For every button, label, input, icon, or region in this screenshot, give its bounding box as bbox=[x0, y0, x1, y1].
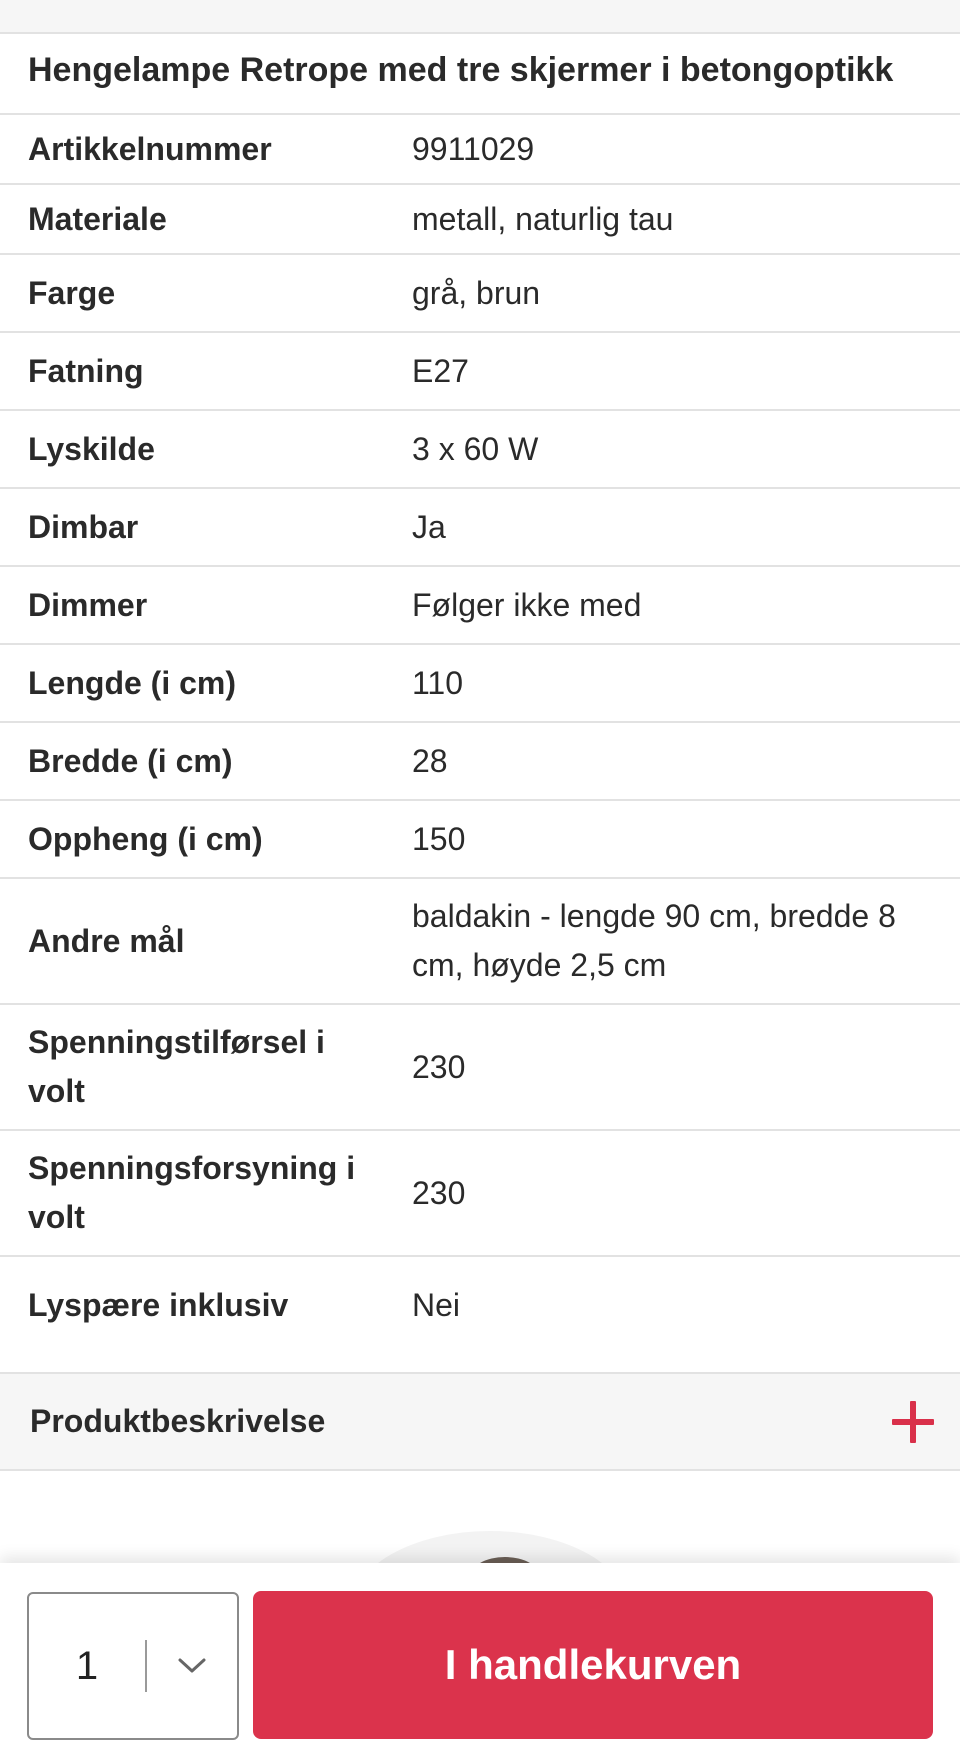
chevron-down-icon[interactable] bbox=[147, 1657, 237, 1675]
spec-label: Dimbar bbox=[28, 508, 139, 545]
spec-label: Lyskilde bbox=[28, 430, 155, 467]
spec-value: Følger ikke med bbox=[412, 586, 642, 623]
spec-value: Ja bbox=[412, 508, 446, 545]
spec-row bbox=[0, 1005, 960, 1131]
spec-value: 110 bbox=[412, 664, 464, 701]
spec-label: Farge bbox=[28, 274, 116, 311]
spec-value: 28 bbox=[412, 742, 448, 779]
spec-value: E27 bbox=[412, 352, 469, 389]
spec-value: 150 bbox=[412, 820, 466, 857]
plus-icon[interactable] bbox=[892, 1401, 934, 1443]
spec-label: Artikkelnummer bbox=[28, 130, 272, 167]
spec-row bbox=[0, 185, 960, 255]
spec-row bbox=[0, 255, 960, 333]
spec-label: Bredde (i cm) bbox=[28, 742, 233, 779]
cart-bar bbox=[0, 1563, 960, 1748]
spec-value: baldakin - lengde 90 cm, bredde 8 cm, høyde 2,5 cm bbox=[412, 898, 896, 983]
product-image-area bbox=[0, 1471, 960, 1563]
spec-value: grå, brun bbox=[412, 274, 541, 311]
spec-row bbox=[0, 1257, 960, 1354]
spec-label: Oppheng (i cm) bbox=[28, 820, 263, 857]
spec-label: Spenningsforsyning i volt bbox=[28, 1150, 356, 1235]
spec-label: Dimmer bbox=[28, 586, 148, 623]
spec-row bbox=[0, 115, 960, 185]
quantity-select[interactable] bbox=[27, 1592, 239, 1740]
spec-row bbox=[0, 879, 960, 1005]
add-to-cart-button[interactable]: I handlekurven bbox=[253, 1591, 933, 1739]
spec-row bbox=[0, 567, 960, 645]
spec-value: 9911029 bbox=[412, 130, 535, 167]
spec-row bbox=[0, 333, 960, 411]
product-title: Hengelampe Retrope med tre skjermer i betongoptikk bbox=[0, 34, 960, 115]
spec-table bbox=[0, 115, 960, 1354]
spec-row bbox=[0, 489, 960, 567]
spec-row bbox=[0, 411, 960, 489]
quantity-value: 1 bbox=[75, 1643, 99, 1688]
spec-row bbox=[0, 723, 960, 801]
spec-label: Fatning bbox=[28, 352, 144, 389]
spec-row bbox=[0, 1131, 960, 1257]
spec-value: 230 bbox=[412, 1174, 466, 1211]
spec-row bbox=[0, 645, 960, 723]
spec-value: metall, naturlig tau bbox=[412, 200, 674, 237]
spec-row bbox=[0, 801, 960, 879]
spec-value: 230 bbox=[412, 1048, 466, 1085]
product-description-accordion[interactable] bbox=[0, 1372, 960, 1471]
spec-label: Andre mål bbox=[28, 922, 185, 959]
spec-value: 3 x 60 W bbox=[412, 430, 539, 467]
spec-label: Spenningstilførsel i volt bbox=[28, 1024, 325, 1109]
spec-label: Lengde (i cm) bbox=[28, 664, 237, 701]
accordion-title: Produktbeskrivelse bbox=[30, 1403, 326, 1439]
previous-section-strip bbox=[0, 0, 960, 34]
spec-label: Lyspære inklusiv bbox=[28, 1287, 289, 1323]
spec-value: Nei bbox=[412, 1287, 461, 1323]
spec-label: Materiale bbox=[28, 200, 167, 237]
